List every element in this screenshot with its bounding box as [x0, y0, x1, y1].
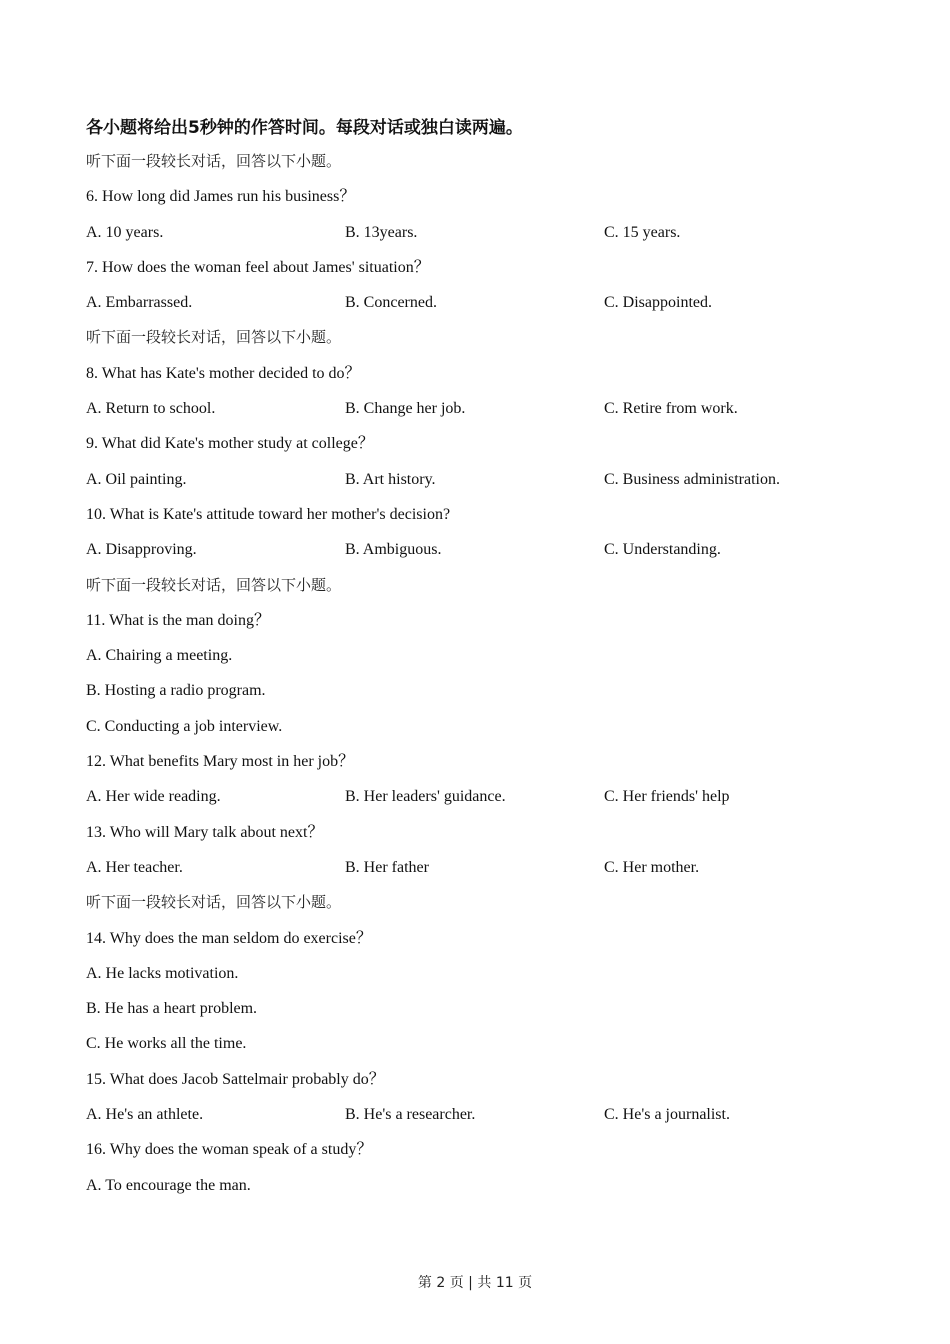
option-c: C. Conducting a job interview.	[86, 717, 283, 735]
options-12	[86, 779, 886, 814]
options-10	[86, 532, 886, 567]
options-6	[86, 215, 886, 250]
option-b: B. He has a heart problem.	[86, 1000, 258, 1018]
option-a: A. Her teacher.	[86, 858, 183, 876]
question-13: 13. Who will Mary talk about next？	[86, 823, 324, 841]
option-c: C. Disappointed.	[604, 294, 712, 312]
question-8: 8. What has Kate's mother decided to do？	[86, 364, 361, 382]
options-13	[86, 850, 886, 885]
footer-prefix: 第	[417, 1275, 432, 1291]
option-c: C. Understanding.	[604, 541, 721, 559]
option-b: B. Hosting a radio program.	[86, 682, 266, 700]
option-c: C. He's a journalist.	[604, 1106, 730, 1124]
options-8	[86, 391, 886, 426]
option-c: C. 15 years.	[604, 223, 681, 241]
question-10: 10. What is Kate's attitude toward her mother's decision?	[86, 505, 451, 523]
question-16: 16. Why does the woman speak of a study？	[86, 1141, 373, 1159]
option-b: B. Her father	[345, 858, 429, 876]
section-label: 听下面一段较长对话，回答以下小题。	[86, 152, 342, 170]
footer-mid: 页 | 共	[449, 1275, 492, 1291]
question-6: 6. How long did James run his business？	[86, 188, 356, 206]
option-c: C. Business administration.	[604, 470, 780, 488]
option-b: B. Her leaders' guidance.	[345, 788, 506, 806]
option-a: A. To encourage the man.	[86, 1176, 251, 1194]
option-a: A. He's an athlete.	[86, 1106, 204, 1124]
footer-page-number: 2	[436, 1275, 446, 1291]
question-9: 9. What did Kate's mother study at college？	[86, 435, 374, 453]
question-11: 11. What is the man doing？	[86, 611, 270, 629]
option-c: C. Her mother.	[604, 858, 700, 876]
option-a: A. Disapproving.	[86, 541, 197, 559]
instruction-heading: 各小题将给出5秒钟的作答时间。每段对话或独白读两遍。	[86, 118, 523, 138]
option-b: B. He's a researcher.	[345, 1106, 476, 1124]
section-label: 听下面一段较长对话，回答以下小题。	[86, 575, 342, 594]
option-a: A. 10 years.	[86, 223, 164, 241]
question-14: 14. Why does the man seldom do exercise？	[86, 929, 372, 947]
options-9	[86, 462, 886, 497]
option-c: C. Her friends' help	[604, 788, 730, 806]
footer-suffix: 页	[518, 1275, 533, 1291]
option-a: A. Return to school.	[86, 400, 216, 418]
option-b: B. 13years.	[345, 223, 418, 241]
option-b: B. Ambiguous.	[345, 541, 442, 559]
question-12: 12. What benefits Mary most in her job？	[86, 753, 355, 771]
option-b: B. Concerned.	[345, 294, 437, 312]
page-content	[86, 112, 886, 1203]
option-a: A. He lacks motivation.	[86, 964, 239, 982]
option-c: C. He works all the time.	[86, 1035, 247, 1053]
footer-total-pages: 11	[495, 1275, 514, 1291]
option-b: B. Change her job.	[345, 400, 466, 418]
option-b: B. Art history.	[345, 470, 436, 488]
option-a: A. Her wide reading.	[86, 788, 221, 806]
options-15	[86, 1097, 886, 1132]
page-footer	[0, 1272, 950, 1292]
section-label: 听下面一段较长对话，回答以下小题。	[86, 328, 342, 347]
question-7: 7. How does the woman feel about James' situation？	[86, 258, 430, 276]
options-7	[86, 285, 886, 320]
option-a: A. Embarrassed.	[86, 294, 193, 312]
option-a: A. Oil painting.	[86, 470, 187, 488]
question-15: 15. What does Jacob Sattelmair probably do？	[86, 1070, 385, 1088]
option-c: C. Retire from work.	[604, 400, 738, 418]
option-a: A. Chairing a meeting.	[86, 647, 233, 665]
section-label: 听下面一段较长对话，回答以下小题。	[86, 893, 342, 912]
